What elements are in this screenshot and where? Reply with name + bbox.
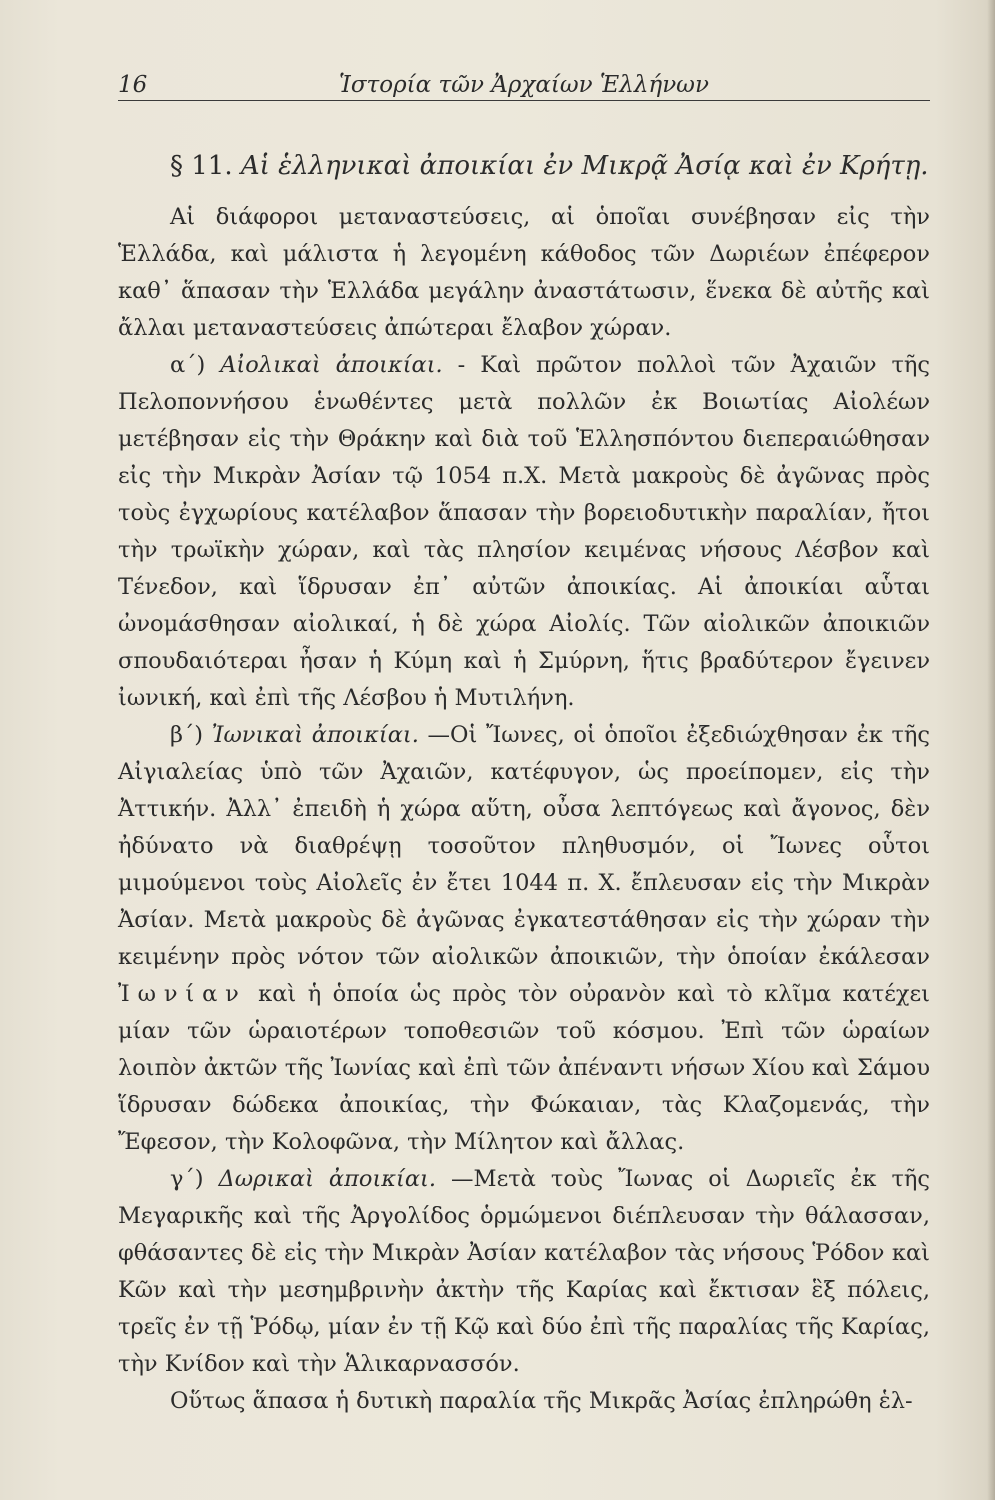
paragraph-text: - Καὶ πρῶτον πολλοὶ τῶν Ἀχαιῶν τῆς Πελοποννήσου ἑνωθέντες μετὰ πολλῶν ἐκ Βοιωτίας Αἰολέων μετέβησαν εἰς τὴν Θράκην καὶ διὰ τοῦ Ἑλλησπόντου διεπεραιώθησαν εἰς τὴν Μικρὰν Ἀσίαν τῷ 1054 π.Χ. Μετὰ μακροὺς δὲ ἀγῶνας πρὸς τοὺς ἐγχωρίους κατέλαβον ἅπασαν τὴν βορειοδυτικὴν παραλίαν, ἤτοι τὴν τρωϊκὴν χώραν, καὶ τὰς πλησίον κειμένας νήσους Λέσβον καὶ Τένεδον, καὶ ἵδρυσαν ἐπ᾽ αὐτῶν ἀποικίας. Αἱ ἀποικίαι αὗται ὠνομάσθησαν αἰολικαί, ἡ δὲ χώρα Αἰολίς. Τῶν αἰολικῶν ἀποικιῶν σπουδαιότεραι ἦσαν ἡ Κύμη καὶ ἡ Σμύρνη, ἥτις βραδύτερον ἔγεινεν ἰωνική, καὶ ἐπὶ τῆς Λέσβου ἡ Μυτιλήνη. <box>118 352 930 711</box>
paragraph-label: α΄) <box>170 352 206 378</box>
paragraph-label: γ΄) <box>170 1166 204 1192</box>
section-number: § 11. <box>170 151 233 181</box>
paragraph-dorian <box>118 1161 930 1383</box>
page-header <box>118 66 930 100</box>
paragraph-text: —Οἱ Ἴωνες, οἱ ὁποῖοι ἐξεδιώχθησαν ἐκ τῆς Αἰγιαλείας ὑπὸ τῶν Ἀχαιῶν, κατέφυγον, ὡς προείπομεν, εἰς τὴν Ἀττικήν. Ἀλλ᾽ ἐπειδὴ ἡ χώρα αὕτη, οὖσα λεπτόγεως καὶ ἄγονος, δὲν ἠδύνατο νὰ διαθρέψῃ τοσοῦτον πληθυσμόν, οἱ Ἴωνες οὗτοι μιμούμενοι τοὺς Αἰολεῖς ἐν ἔτει 1044 π. Χ. ἔπλευσαν εἰς τὴν Μικρὰν Ἀσίαν. Μετὰ μακροὺς δὲ ἀγῶνας ἐγκατεστάθησαν εἰς τὴν χώραν τὴν κειμένην πρὸς νότον τῶν αἰολικῶν ἀποικιῶν, τὴν ὁποίαν ἐκάλεσαν <box>118 722 930 970</box>
paragraph-subtitle: Αἰολικαὶ ἀποικίαι. <box>220 352 443 378</box>
running-title: Ἱστορία τῶν Ἀρχαίων Ἑλλήνων <box>339 72 709 98</box>
page-edge-shadow <box>987 0 995 1500</box>
paragraph-closing: Οὕτως ἅπασα ἡ δυτικὴ παραλία τῆς Μικρᾶς Ἀσίας ἐπληρώθη ἑλ- <box>170 1388 913 1414</box>
paragraph-text: —Μετὰ τοὺς Ἴωνας οἱ Δωριεῖς ἐκ τῆς Μεγαρικῆς καὶ τῆς Ἀργολίδος ὁρμώμενοι διέπλευσαν τὴν θάλασσαν, φθάσαντες δὲ εἰς τὴν Μικρὰν Ἀσίαν κατέλαβον τὰς νήσους Ῥόδον καὶ Κῶν καὶ τὴν μεσημβρινὴν ἀκτὴν τῆς Καρίας καὶ ἔκτισαν ἓξ πόλεις, τρεῖς ἐν τῇ Ῥόδῳ, μίαν ἐν τῇ Κῷ καὶ δύο ἐπὶ τῆς παραλίας τῆς Καρίας, τὴν Κνίδον καὶ τὴν Ἁλικαρνασσόν. <box>118 1166 931 1377</box>
paragraph-ionian <box>118 717 930 1161</box>
section-title: Αἱ ἑλληνικαὶ ἀποικίαι ἐν Μικρᾷ Ἀσίᾳ καὶ ἐν Κρήτῃ. <box>240 151 929 181</box>
paragraph-intro: Αἱ διάφοροι μεταναστεύσεις, αἱ ὁποῖαι συνέβησαν εἰς τὴν Ἑλλάδα, καὶ μάλιστα ἡ λεγομένη κάθοδος τῶν Δωριέων ἐπέφερον καθ᾽ ἅπασαν τὴν Ἑλλάδα μεγάλην ἀναστάτωσιν, ἕνεκα δὲ αὐτῆς καὶ ἄλλαι μεταναστεύσεις ἀπώτεραι ἔλαβον χώραν. <box>118 204 930 341</box>
paragraph-label: β΄) <box>170 722 204 748</box>
paragraph-text: καὶ ἡ ὁποία ὡς πρὸς τὸν οὐρανὸν καὶ τὸ κλῖμα κατέχει μίαν τῶν ὡραιοτέρων τοποθεσιῶν τοῦ κόσμου. Ἐπὶ τῶν ὡραίων λοιπὸν ἀκτῶν τῆς Ἰωνίας καὶ ἐπὶ τῶν ἀπέναντι νήσων Χίου καὶ Σάμου ἵδρυσαν δώδεκα ἀποικίας, τὴν Φώκαιαν, τὰς Κλαζομενάς, τὴν Ἔφεσον, τὴν Κολοφῶνα, τὴν Μίλητον καὶ ἄλλας. <box>118 981 930 1155</box>
page-number: 16 <box>118 72 148 98</box>
body-text <box>118 199 930 1420</box>
section-heading <box>170 146 930 186</box>
header-rule <box>118 100 930 101</box>
paragraph-aeolian <box>118 347 930 717</box>
emphasized-word: Ἰωνίαν <box>118 981 247 1007</box>
paragraph-subtitle: Ἰωνικαὶ ἀποικίαι. <box>211 722 419 748</box>
paragraph-subtitle: Δωρικαὶ ἀποικίαι. <box>218 1166 437 1192</box>
